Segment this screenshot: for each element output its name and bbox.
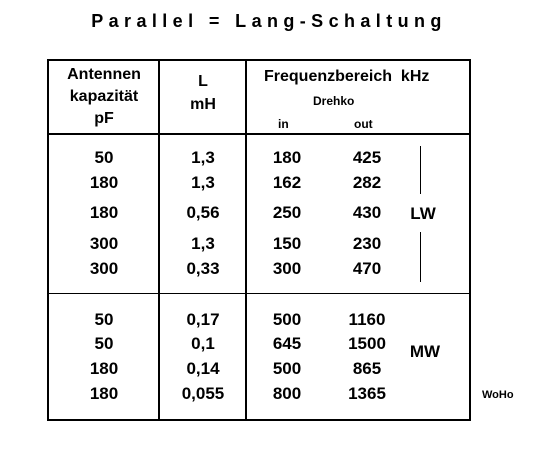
header-inductance: L bbox=[198, 73, 208, 90]
header-divider bbox=[47, 133, 471, 135]
header-drehko: Drehko bbox=[313, 94, 355, 108]
lw-row-4-freq-out: 230 bbox=[352, 234, 382, 253]
mw-row-1-freq-in: 500 bbox=[272, 310, 302, 329]
lw-row-5-freq-out: 470 bbox=[352, 259, 382, 278]
lw-row-1-freq-out: 425 bbox=[352, 148, 382, 167]
mw-row-1-freq-out: 1160 bbox=[348, 310, 386, 329]
mw-row-2-freq-out: 1500 bbox=[348, 334, 386, 353]
band-label-lw: LW bbox=[410, 204, 436, 223]
header-frequency: Frequenzbereich kHz bbox=[264, 68, 430, 85]
mw-row-2-freq-in: 645 bbox=[272, 334, 302, 353]
signature: WoHo bbox=[482, 389, 514, 401]
section-divider bbox=[47, 293, 471, 294]
header-capacity-unit: pF bbox=[94, 110, 114, 127]
lw-row-4-capacity: 300 bbox=[89, 234, 119, 253]
lw-band-bar-top bbox=[420, 146, 421, 194]
mw-row-4-capacity: 180 bbox=[89, 384, 119, 403]
header-capacity-line-1: Antennen bbox=[67, 66, 141, 83]
lw-row-3-capacity: 180 bbox=[89, 203, 119, 222]
lw-row-1-capacity: 50 bbox=[94, 148, 114, 167]
header-out: out bbox=[354, 117, 373, 131]
mw-row-3-capacity: 180 bbox=[89, 359, 119, 378]
lw-row-2-inductance: 1,3 bbox=[191, 173, 215, 192]
lw-row-1-freq-in: 180 bbox=[272, 148, 302, 167]
header-in: in bbox=[278, 117, 289, 131]
mw-row-4-inductance: 0,055 bbox=[181, 384, 225, 403]
lw-row-5-freq-in: 300 bbox=[272, 259, 302, 278]
mw-row-3-freq-in: 500 bbox=[272, 359, 302, 378]
mw-row-2-capacity: 50 bbox=[94, 334, 114, 353]
lw-row-5-capacity: 300 bbox=[89, 259, 119, 278]
lw-row-1-inductance: 1,3 bbox=[191, 148, 215, 167]
page-title: Parallel = Lang-Schaltung bbox=[91, 11, 447, 31]
mw-row-3-freq-out: 865 bbox=[352, 359, 382, 378]
mw-row-3-inductance: 0,14 bbox=[186, 359, 220, 378]
lw-band-bar-bottom bbox=[420, 232, 421, 282]
mw-row-4-freq-out: 1365 bbox=[348, 384, 386, 403]
header-inductance-unit: mH bbox=[190, 96, 216, 113]
lw-row-3-inductance: 0,56 bbox=[186, 203, 220, 222]
lw-row-4-freq-in: 150 bbox=[272, 234, 302, 253]
header-capacity-line-2: kapazität bbox=[69, 88, 139, 105]
lw-row-5-inductance: 0,33 bbox=[186, 259, 220, 278]
lw-row-2-freq-out: 282 bbox=[352, 173, 382, 192]
column-divider-2 bbox=[245, 59, 247, 421]
mw-row-1-capacity: 50 bbox=[94, 310, 114, 329]
mw-row-1-inductance: 0,17 bbox=[186, 310, 220, 329]
mw-row-4-freq-in: 800 bbox=[272, 384, 302, 403]
lw-row-3-freq-out: 430 bbox=[352, 203, 382, 222]
lw-row-4-inductance: 1,3 bbox=[191, 234, 215, 253]
band-label-mw: MW bbox=[409, 342, 441, 361]
mw-row-2-inductance: 0,1 bbox=[191, 334, 215, 353]
lw-row-3-freq-in: 250 bbox=[272, 203, 302, 222]
lw-row-2-capacity: 180 bbox=[89, 173, 119, 192]
lw-row-2-freq-in: 162 bbox=[272, 173, 302, 192]
